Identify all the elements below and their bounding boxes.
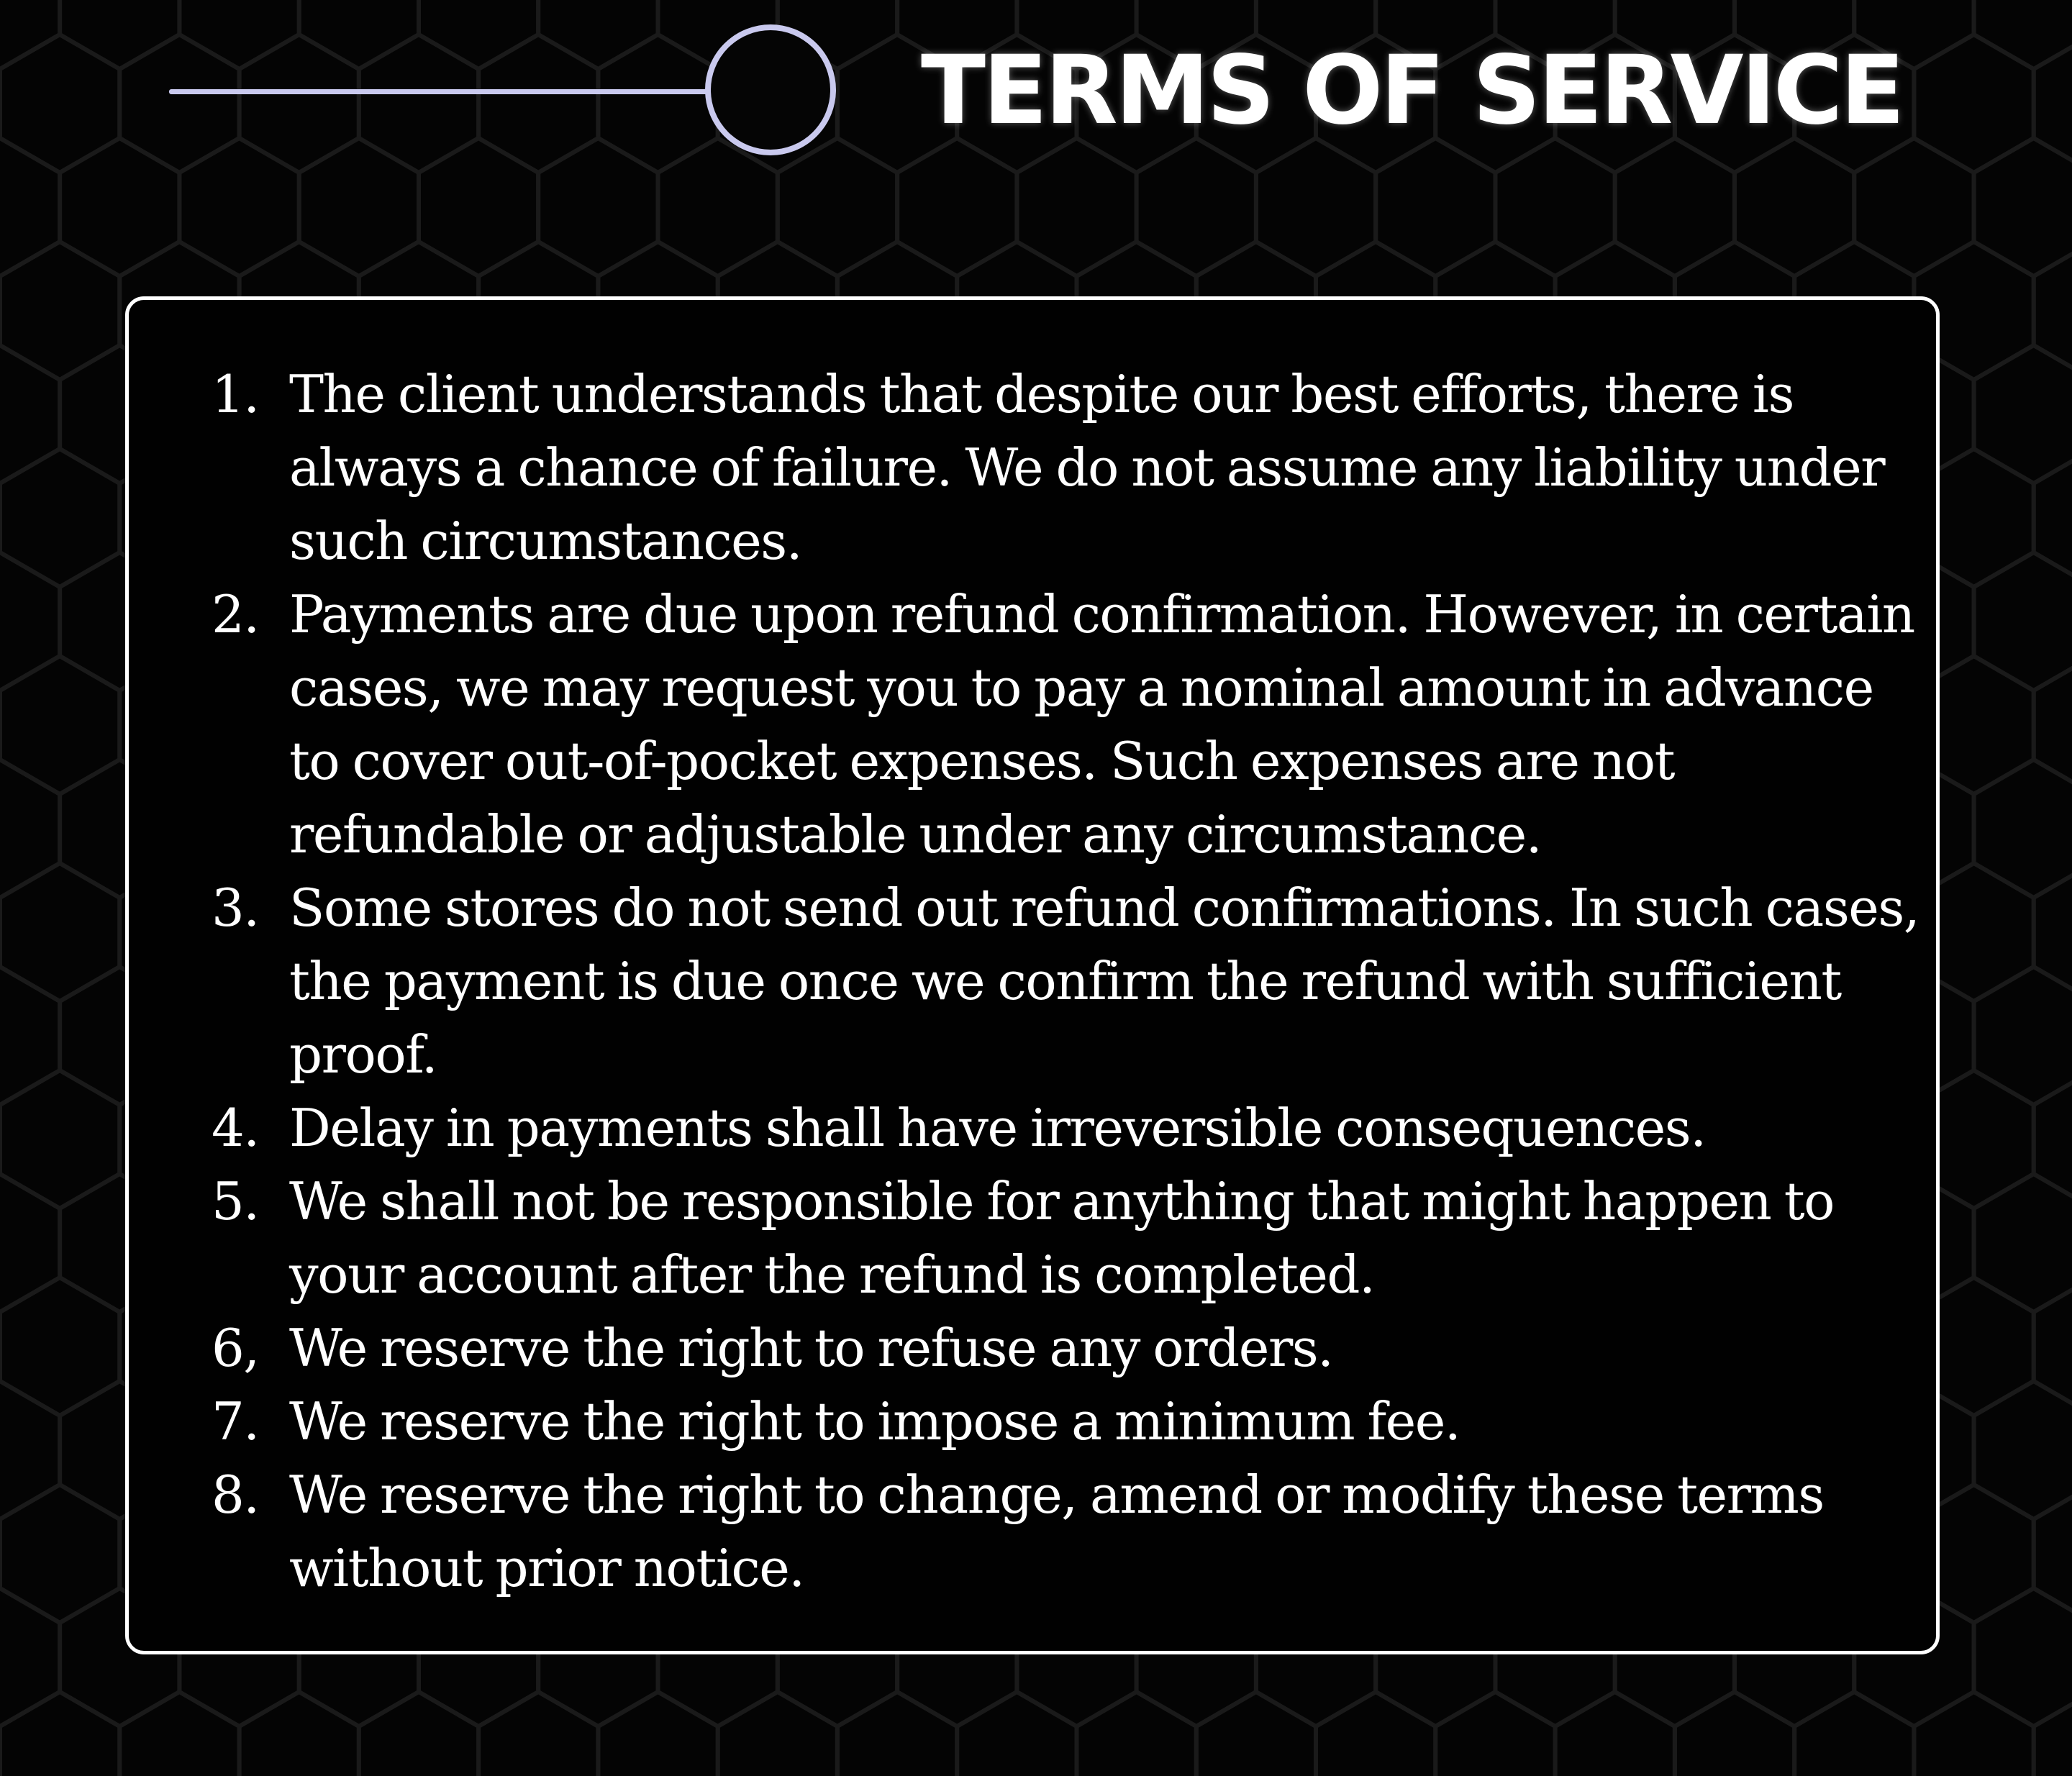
hexagon-cell <box>119 35 239 173</box>
header-circle-icon <box>705 24 836 155</box>
term-number: 6, <box>212 1318 259 1378</box>
hexagon-cell <box>1735 138 1854 276</box>
hexagon-cell <box>1974 1381 2072 1519</box>
hexagon-cell <box>2034 656 2072 794</box>
hexagon-cell <box>1256 138 1376 276</box>
hexagon-cell <box>0 1692 119 1776</box>
term-number: 8. <box>212 1465 259 1525</box>
hexagon-cell <box>0 552 60 691</box>
term-text: We shall not be responsible for anything that might happen to your account after the refund is completed. <box>289 1171 1835 1305</box>
hexagon-cell <box>0 1381 60 1519</box>
hexagon-cell <box>2034 863 2072 1001</box>
term-number: 3. <box>212 878 259 938</box>
hexagon-cell <box>0 242 119 380</box>
hexagon-cell <box>60 0 179 69</box>
hexagon-cell <box>1376 138 1495 276</box>
term-item-2 <box>212 578 1924 871</box>
terms-list <box>212 358 1924 1605</box>
hexagon-cell <box>1675 1692 1794 1776</box>
hexagon-cell <box>1555 1692 1675 1776</box>
hexagon-cell <box>1974 760 2072 898</box>
hexagon-cell <box>1316 1692 1435 1776</box>
hexagon-cell <box>957 1692 1076 1776</box>
term-item-1 <box>212 358 1924 578</box>
term-item-4 <box>212 1091 1924 1165</box>
hexagon-cell <box>478 35 598 173</box>
term-number: 1. <box>212 364 259 424</box>
term-item-8 <box>212 1458 1924 1605</box>
hexagon-cell <box>0 760 60 898</box>
hexagon-cell <box>1974 138 2072 276</box>
term-item-3 <box>212 871 1924 1091</box>
hexagon-cell <box>478 1692 598 1776</box>
term-number: 5. <box>212 1171 259 1231</box>
hexagon-cell <box>0 656 119 794</box>
hexagon-cell <box>1974 1588 2072 1726</box>
hexagon-cell <box>598 35 717 173</box>
hexagon-cell <box>0 0 60 69</box>
terms-box <box>125 296 1940 1654</box>
hexagon-cell <box>0 1070 119 1208</box>
hexagon-cell <box>299 138 419 276</box>
header-line-decoration <box>169 89 709 94</box>
hexagon-cell <box>1974 0 2072 69</box>
hexagon-cell <box>359 1692 478 1776</box>
hexagon-cell <box>1077 1692 1196 1776</box>
hexagon-cell <box>60 138 179 276</box>
term-number: 4. <box>212 1098 259 1158</box>
hexagon-cell <box>1974 1174 2072 1312</box>
hexagon-cell <box>1974 552 2072 691</box>
hexagon-cell <box>1615 138 1735 276</box>
hexagon-cell <box>1137 138 1256 276</box>
hexagon-cell <box>0 967 60 1105</box>
term-item-6 <box>212 1311 1924 1385</box>
hexagon-cell <box>2034 1278 2072 1416</box>
hexagon-cell <box>1196 1692 1316 1776</box>
hexagon-cell <box>1794 1692 1914 1776</box>
term-text: We reserve the right to impose a minimum fee. <box>289 1391 1460 1452</box>
term-item-5 <box>212 1165 1924 1311</box>
hexagon-cell <box>2034 1485 2072 1623</box>
page-title: TERMS OF SERVICE <box>921 35 1902 146</box>
hexagon-cell <box>419 138 538 276</box>
hexagon-cell <box>0 345 60 483</box>
hexagon-cell <box>538 0 658 69</box>
hexagon-cell <box>538 138 658 276</box>
hexagon-cell <box>2034 35 2072 173</box>
hexagon-cell <box>359 35 478 173</box>
hexagon-cell <box>0 449 119 587</box>
hexagon-cell <box>2034 1070 2072 1208</box>
hexagon-cell <box>0 35 119 173</box>
hexagon-cell <box>837 1692 957 1776</box>
hexagon-cell <box>1974 967 2072 1105</box>
hexagon-cell <box>897 138 1017 276</box>
hexagon-cell <box>2034 242 2072 380</box>
hexagon-cell <box>1854 138 1973 276</box>
hexagon-cell <box>179 138 299 276</box>
hexagon-cell <box>0 138 60 276</box>
hexagon-cell <box>0 1174 60 1312</box>
hexagon-cell <box>1017 138 1136 276</box>
hexagon-cell <box>1496 138 1615 276</box>
hexagon-cell <box>598 1692 717 1776</box>
hexagon-cell <box>0 863 119 1001</box>
hexagon-cell <box>718 1692 837 1776</box>
hexagon-cell <box>240 35 359 173</box>
term-number: 2. <box>212 584 259 645</box>
hexagon-cell <box>119 1692 239 1776</box>
term-text: We reserve the right to change, amend or modify these terms without prior notice. <box>289 1465 1824 1598</box>
hexagon-cell <box>2034 449 2072 587</box>
term-item-7 <box>212 1385 1924 1458</box>
hexagon-cell <box>778 138 897 276</box>
hexagon-cell <box>0 1588 60 1726</box>
term-text: Some stores do not send out refund confirmations. In such cases, the payment is due once we confirm the refund with sufficient proof. <box>289 878 1919 1085</box>
hexagon-cell <box>1974 345 2072 483</box>
hexagon-cell <box>240 1692 359 1776</box>
hexagon-cell <box>0 1485 119 1623</box>
hexagon-cell <box>1435 1692 1555 1776</box>
hexagon-cell <box>299 0 419 69</box>
term-number: 7. <box>212 1391 259 1452</box>
term-text: Delay in payments shall have irreversible consequences. <box>289 1098 1706 1158</box>
hexagon-cell <box>419 0 538 69</box>
hexagon-cell <box>0 1278 119 1416</box>
hexagon-cell <box>179 0 299 69</box>
term-text: Payments are due upon refund confirmation. However, in certain cases, we may request you to pay a nominal amount in advance to cover out-of-pocket expenses. Such expenses are not refundable or adjustable under any circumstance. <box>289 584 1914 865</box>
hexagon-cell <box>658 138 778 276</box>
term-text: We reserve the right to refuse any orders. <box>289 1318 1333 1378</box>
hexagon-cell <box>2034 1692 2072 1776</box>
hexagon-cell <box>1914 35 2033 173</box>
hexagon-cell <box>1914 1692 2033 1776</box>
term-text: The client understands that despite our best efforts, there is always a chance of failure. We do not assume any liability under such circumstances. <box>289 364 1885 571</box>
